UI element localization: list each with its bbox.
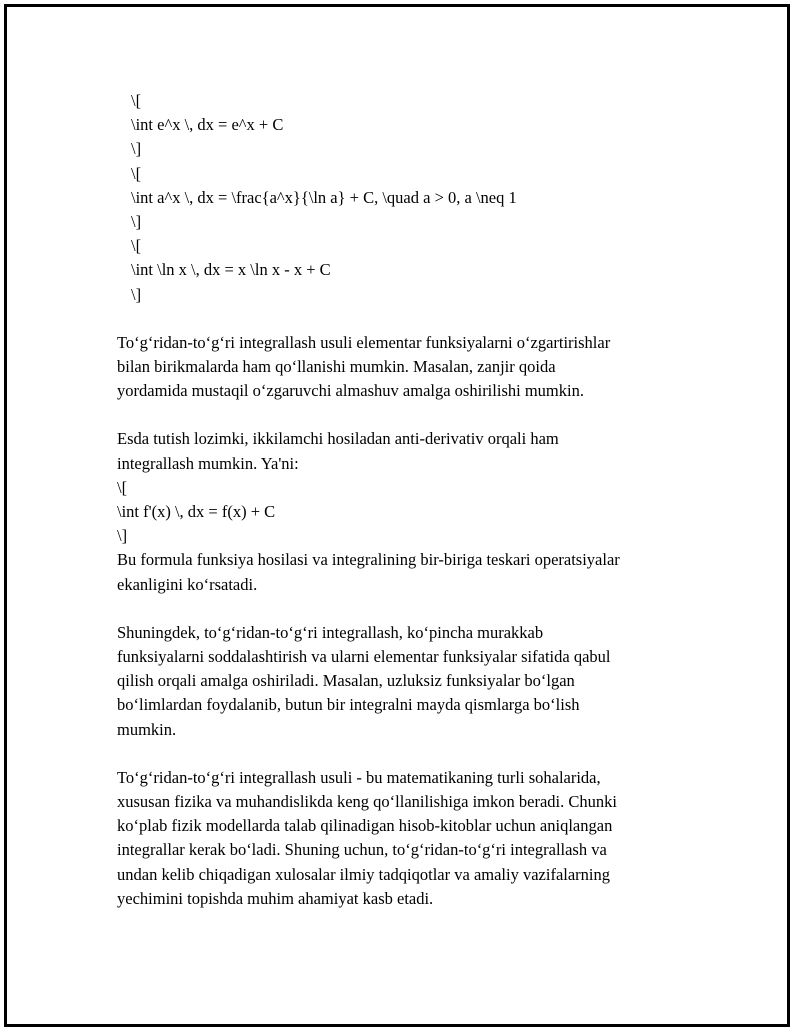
equation-line: \] bbox=[131, 284, 142, 304]
text-line: bilan birikmalarda ham qo‘llanishi mumkin. Masalan, zanjir qoida bbox=[117, 357, 556, 377]
text-line: xususan fizika va muhandislikda keng qo‘llanilishiga imkon beradi. Chunki bbox=[117, 792, 617, 812]
equation-line: \] bbox=[131, 212, 142, 232]
equation-line: \[ bbox=[131, 236, 142, 256]
text-line: integrallash mumkin. Ya'ni: bbox=[117, 453, 299, 473]
equation-line: \int f'(x) \, dx = f(x) + C bbox=[117, 502, 276, 522]
equation-line: \int \ln x \, dx = x \ln x - x + C bbox=[131, 260, 331, 280]
paragraph bbox=[117, 766, 687, 911]
text-line: Bu formula funksiya hosilasi va integralining bir-biriga teskari operatsiyalar bbox=[117, 550, 620, 570]
text-line: yordamida mustaqil o‘zgaruvchi almashuv amalga oshirilishi mumkin. bbox=[117, 381, 584, 401]
equation-line: \] bbox=[131, 139, 142, 159]
text-line: yechimini topishda muhim ahamiyat kasb etadi. bbox=[117, 888, 434, 908]
equation-line: \int e^x \, dx = e^x + C bbox=[131, 115, 284, 135]
text-line: Esda tutish lozimki, ikkilamchi hosiladan anti-derivativ orqali ham bbox=[117, 429, 559, 449]
paragraph bbox=[117, 331, 687, 404]
equation-line: \[ bbox=[131, 163, 142, 183]
equation-line: \[ bbox=[131, 91, 142, 110]
equation-line: \int a^x \, dx = \frac{a^x}{\ln a} + C, \quad a > 0, a \neq 1 bbox=[131, 187, 517, 207]
text-line: ekanligini ko‘rsatadi. bbox=[117, 574, 258, 594]
equation-line: \] bbox=[117, 526, 128, 546]
text-line: To‘g‘ridan-to‘g‘ri integrallash usuli - bu matematikaning turli sohalarida, bbox=[117, 767, 601, 787]
text-line: Shuningdek, to‘g‘ridan-to‘g‘ri integrallash, ko‘pincha murakkab bbox=[117, 622, 544, 642]
text-line: mumkin. bbox=[117, 719, 177, 739]
document-body bbox=[117, 89, 687, 911]
text-line: undan kelib chiqadigan xulosalar ilmiy tadqiqotlar va amaliy vazifalarning bbox=[117, 864, 611, 884]
text-line: bo‘limlardan foydalanib, butun bir integralni mayda qismlarga bo‘lish bbox=[117, 695, 580, 715]
paragraph bbox=[117, 621, 687, 742]
text-line: ko‘plab fizik modellarda talab qilinadigan hisob-kitoblar uchun aniqlangan bbox=[117, 816, 613, 836]
text-line: qilish orqali amalga oshiriladi. Masalan, uzluksiz funksiyalar bo‘lgan bbox=[117, 671, 575, 691]
text-line: funksiyalarni soddalashtirish va ularni elementar funksiyalar sifatida qabul bbox=[117, 647, 611, 667]
equations-block bbox=[117, 89, 687, 307]
equation-line: \[ bbox=[117, 477, 128, 497]
text-line: To‘g‘ridan-to‘g‘ri integrallash usuli elementar funksiyalarni o‘zgartirishlar bbox=[117, 332, 611, 352]
text-line: integrallar kerak bo‘ladi. Shuning uchun, to‘g‘ridan-to‘g‘ri integrallash va bbox=[117, 840, 607, 860]
paragraph bbox=[117, 427, 687, 596]
